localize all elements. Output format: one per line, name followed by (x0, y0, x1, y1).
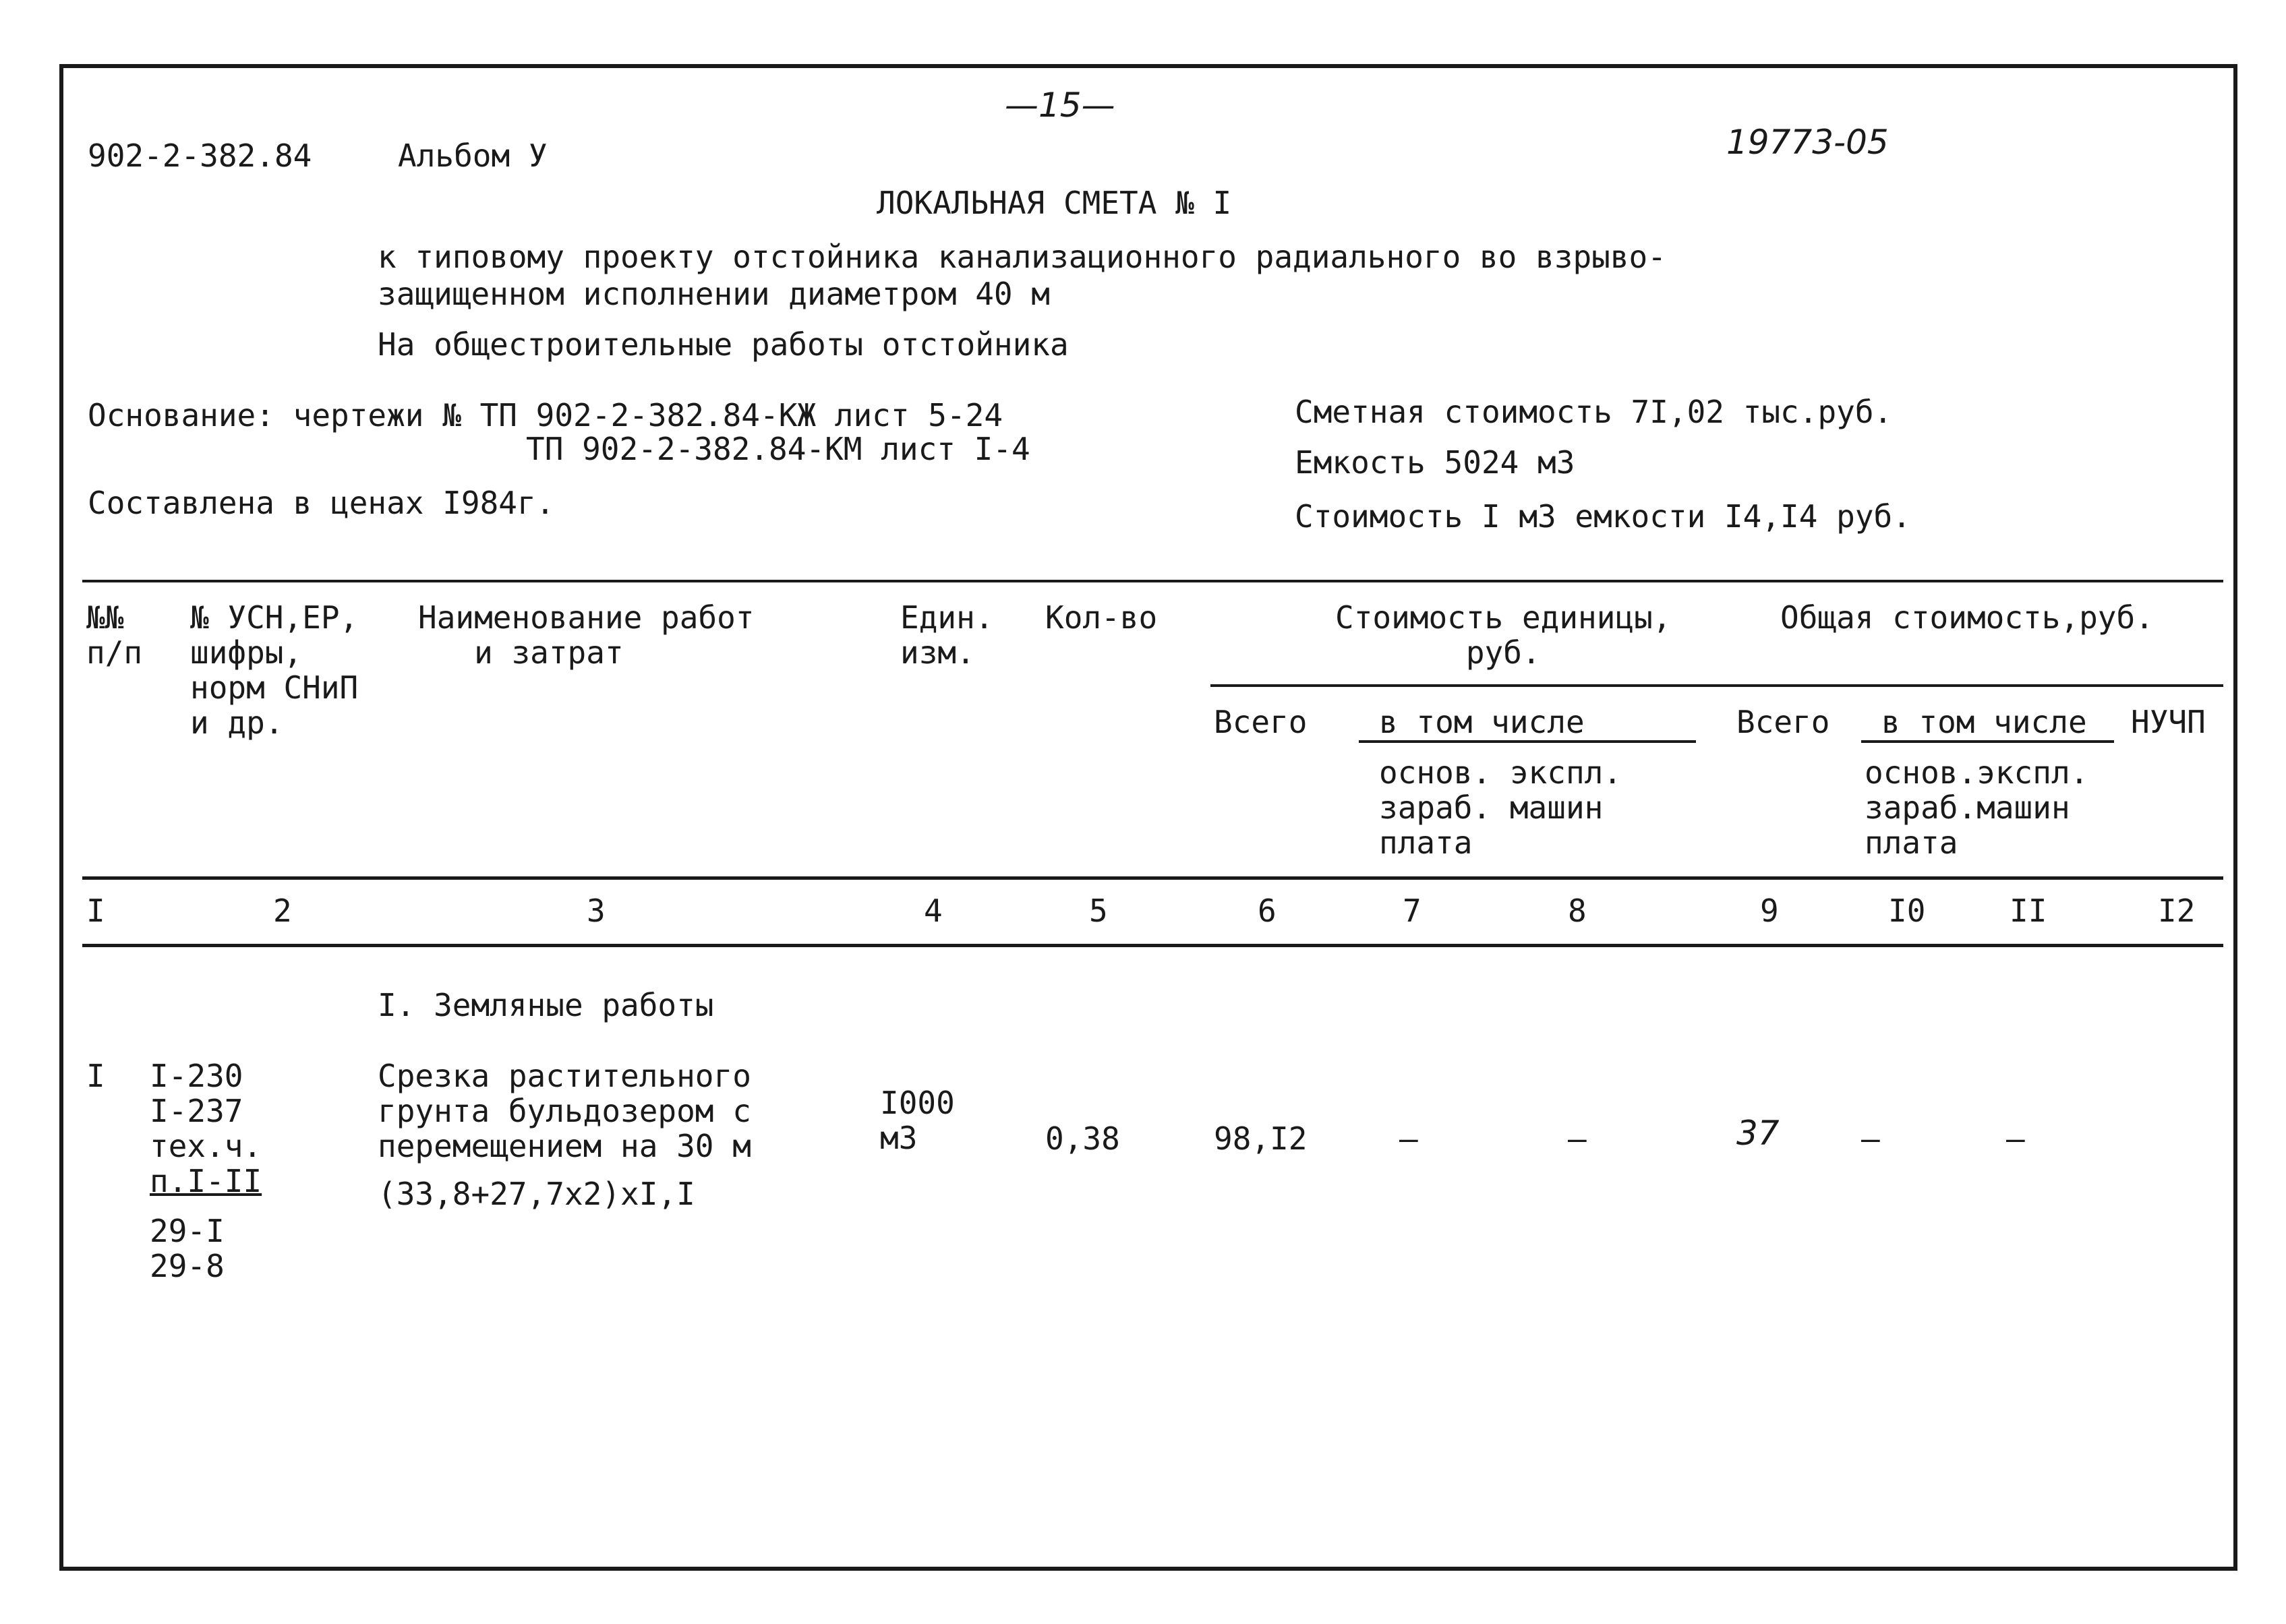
basis-line-1: Основание: чертежи № ТП 902-2-382.84-КЖ лист 5-24 (88, 397, 1003, 433)
row-1-total: 37 (1736, 1114, 1780, 1153)
header-total-incl: в том числе (1881, 704, 2087, 740)
subtitle-line-2: защищенном исполнении диаметром 40 м (378, 276, 1050, 312)
header-col-4: Един. изм. (900, 599, 994, 671)
subtitle-line-3: На общестроительные работы отстойника (378, 326, 1069, 363)
album-label: Альбом У (398, 138, 548, 174)
row-1-total-machines: – (2006, 1120, 2025, 1157)
row-1-qty: 0,38 (1045, 1120, 1120, 1157)
basis-line-2: ТП 902-2-382.84-КМ лист I-4 (526, 431, 1030, 467)
inventory-number: 19773-05 (1726, 123, 1889, 162)
col-num-9: 9 (1760, 893, 1779, 929)
page-number: —15— (1005, 86, 1115, 125)
header-col-3: Наименование работ и затрат (418, 599, 755, 671)
row-1-name: Срезка растительного грунта бульдозером с перемещением на 30 м (378, 1058, 751, 1164)
row-1-num: I (86, 1058, 105, 1094)
column-numbers-rule (82, 944, 2223, 947)
col-num-2: 2 (273, 893, 292, 929)
header-total-sub: основ.экспл. зараб.машин плата (1865, 754, 2089, 861)
prices-note: Составлена в ценах I984г. (88, 485, 555, 521)
col-num-5: 5 (1089, 893, 1108, 929)
document-title: ЛОКАЛЬНАЯ СМЕТА № I (877, 185, 1232, 221)
row-1-formula: (33,8+27,7x2)xI,I (378, 1176, 695, 1212)
col-num-3: 3 (587, 893, 606, 929)
total-incl-underline (1861, 740, 2114, 743)
row-1-codes: I-230 I-237 тех.ч. (150, 1058, 262, 1164)
header-unit-incl: в том числе (1379, 704, 1585, 740)
col-num-10: I0 (1888, 893, 1926, 929)
estimated-cost: Сметная стоимость 7I,02 тыс.руб. (1295, 394, 1893, 430)
project-code: 902-2-382.84 (88, 138, 312, 174)
row-1-unit-machines: – (1568, 1120, 1587, 1157)
col-num-7: 7 (1403, 893, 1422, 929)
row-1-codes-underlined: п.I-II (150, 1163, 262, 1199)
header-total-total: Всего (1736, 704, 1830, 740)
row-1-total-wage: – (1861, 1120, 1880, 1157)
subtitle-line-1: к типовому проекту отстойника канализационного радиального во взрыво- (378, 239, 1666, 275)
row-1-codes-after: 29-I 29-8 (150, 1213, 225, 1284)
header-nuchp: НУЧП (2131, 704, 2206, 740)
col-num-11: II (2010, 893, 2047, 929)
unit-cost: Стоимость I м3 емкости I4,I4 руб. (1295, 498, 1911, 535)
group-rule (1210, 684, 2223, 687)
capacity: Емкость 5024 м3 (1295, 444, 1575, 481)
unit-incl-underline (1359, 740, 1696, 743)
col-num-6: 6 (1258, 893, 1277, 929)
header-col-1: №№ п/п (86, 599, 143, 671)
header-unit-total: Всего (1214, 704, 1308, 740)
header-unit-sub: основ. экспл. зараб. машин плата (1379, 754, 1622, 861)
section-title: I. Земляные работы (378, 987, 714, 1023)
row-1-unit: I000 м3 (880, 1085, 955, 1156)
header-col-2: № УСН,ЕР, шифры, норм СНиП и др. (190, 599, 359, 741)
col-num-12: I2 (2158, 893, 2196, 929)
col-num-1: I (86, 893, 105, 929)
header-unit-cost-group: Стоимость единицы, руб. (1335, 599, 1672, 671)
col-num-8: 8 (1568, 893, 1587, 929)
col-num-4: 4 (924, 893, 943, 929)
table-top-rule (82, 580, 2223, 582)
header-bottom-rule (82, 876, 2223, 880)
header-total-cost-group: Общая стоимость,руб. (1780, 599, 2154, 636)
row-1-unit-total: 98,I2 (1214, 1120, 1308, 1157)
row-1-unit-wage: – (1399, 1120, 1418, 1157)
header-col-5: Кол-во (1045, 599, 1158, 636)
